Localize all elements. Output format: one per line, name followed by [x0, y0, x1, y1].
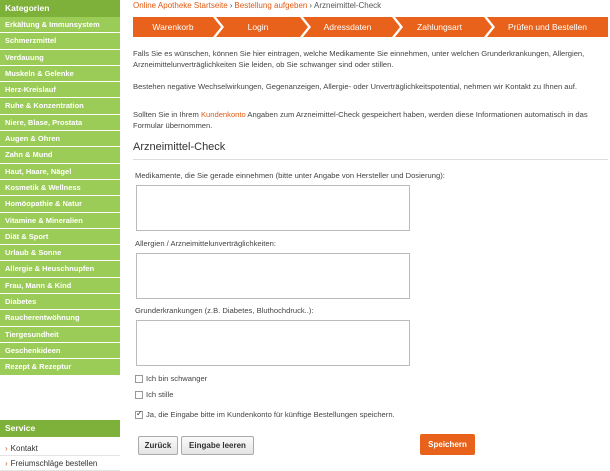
- medication-label: Medikamente, die Sie gerade einnehmen (bitte unter Angabe von Hersteller und Dosierung):: [135, 171, 445, 180]
- section-title: Arzneimittel-Check: [133, 141, 226, 153]
- save-profile-label: Ja, die Eingabe bitte im Kundenkonto für künftige Bestellungen speichern.: [146, 410, 395, 419]
- checkout-steps: [133, 17, 608, 37]
- category-item[interactable]: Allergie & Heuschnupfen: [0, 261, 120, 277]
- nursing-label: Ich stille: [146, 390, 174, 399]
- intro-paragraph-3: [133, 109, 608, 131]
- category-item[interactable]: Ruhe & Konzentration: [0, 98, 120, 114]
- intro-text: Angaben zum Arzneimittel-Check gespeichert haben, werden diese Informationen automatisch in das Formular übernommen.: [133, 110, 588, 130]
- category-item[interactable]: Augen & Ohren: [0, 131, 120, 147]
- service-item-label: Kontakt: [10, 444, 38, 453]
- nursing-option[interactable]: [135, 390, 173, 399]
- clear-form-button[interactable]: Eingabe leeren: [181, 436, 254, 455]
- arrow-right-icon: ›: [5, 459, 8, 468]
- category-item[interactable]: Rezept & Rezeptur: [0, 359, 120, 375]
- intro-paragraph-2: Bestehen negative Wechselwirkungen, Gegenanzeigen, Allergie- oder Unverträglichkeitspotential, nehmen wir Kontakt zu Ihnen auf.: [133, 82, 577, 91]
- category-item[interactable]: Erkältung & Immunsystem: [0, 17, 120, 33]
- pregnant-option[interactable]: [135, 374, 207, 383]
- arrow-right-icon: ›: [5, 444, 8, 453]
- save-profile-option[interactable]: [135, 410, 395, 419]
- category-item[interactable]: Urlaub & Sonne: [0, 245, 120, 261]
- breadcrumb-order-link[interactable]: Bestellung aufgeben: [234, 1, 308, 10]
- category-item[interactable]: Raucherentwöhnung: [0, 310, 120, 326]
- category-item[interactable]: Frau, Mann & Kind: [0, 278, 120, 294]
- category-list: [0, 17, 120, 376]
- breadcrumb-current: Arzneimittel-Check: [314, 1, 382, 10]
- step-pruefen-bestellen[interactable]: Prüfen und Bestellen: [487, 17, 608, 37]
- allergy-label: Allergien / Arzneimittelunverträglichkeiten:: [135, 239, 276, 248]
- breadcrumb: [133, 1, 381, 10]
- category-item[interactable]: Tiergesundheit: [0, 327, 120, 343]
- category-item[interactable]: Herz-Kreislauf: [0, 82, 120, 98]
- medication-textarea[interactable]: [136, 185, 410, 231]
- breadcrumb-separator: ›: [309, 1, 313, 10]
- conditions-label: Grunderkrankungen (z.B. Diabetes, Bluthochdruck..):: [135, 306, 314, 315]
- step-warenkorb[interactable]: Warenkorb: [133, 17, 213, 37]
- back-button[interactable]: Zurück: [138, 436, 178, 455]
- categories-heading: Kategorien: [0, 0, 120, 17]
- allergy-textarea[interactable]: [136, 253, 410, 299]
- step-adressdaten[interactable]: Adressdaten: [303, 17, 392, 37]
- service-item-label: Freiumschläge bestellen: [10, 459, 98, 468]
- breadcrumb-home-link[interactable]: Online Apotheke Startseite: [133, 1, 228, 10]
- step-zahlungsart[interactable]: Zahlungsart: [395, 17, 484, 37]
- conditions-textarea[interactable]: [136, 320, 410, 366]
- save-profile-checkbox[interactable]: [135, 411, 143, 419]
- category-item[interactable]: Diät & Sport: [0, 229, 120, 245]
- intro-text: Sollten Sie in Ihrem: [133, 110, 201, 119]
- category-item[interactable]: Verdauung: [0, 50, 120, 66]
- category-item[interactable]: Zahn & Mund: [0, 147, 120, 163]
- intro-paragraph-1: Falls Sie es wünschen, können Sie hier eintragen, welche Medikamente Sie einnehmen, unter welchen Grunderkrankungen, Allergien, Arzneimittelunverträglichkeiten Sie leiden, ob Sie schwanger sind oder stillen.: [133, 49, 585, 69]
- category-item[interactable]: Haut, Haare, Nägel: [0, 164, 120, 180]
- category-item[interactable]: Kosmetik & Wellness: [0, 180, 120, 196]
- service-item-freiumschlaege[interactable]: [0, 456, 120, 471]
- category-item[interactable]: Niere, Blase, Prostata: [0, 115, 120, 131]
- service-heading: Service: [0, 420, 120, 437]
- pregnant-checkbox[interactable]: [135, 375, 143, 383]
- nursing-checkbox[interactable]: [135, 391, 143, 399]
- category-item[interactable]: Geschenkideen: [0, 343, 120, 359]
- category-item[interactable]: Homöopathie & Natur: [0, 196, 120, 212]
- service-list: [0, 441, 120, 471]
- save-button[interactable]: Speichern: [420, 434, 475, 455]
- category-item[interactable]: Muskeln & Gelenke: [0, 66, 120, 82]
- category-item[interactable]: Schmerzmittel: [0, 33, 120, 49]
- step-login[interactable]: Login: [216, 17, 300, 37]
- category-item[interactable]: Diabetes: [0, 294, 120, 310]
- kundenkonto-link[interactable]: Kundenkonto: [200, 110, 246, 119]
- pregnant-label: Ich bin schwanger: [146, 374, 208, 383]
- divider: [133, 159, 608, 160]
- category-item[interactable]: Vitamine & Mineralien: [0, 213, 120, 229]
- breadcrumb-separator: ›: [229, 1, 233, 10]
- service-item-kontakt[interactable]: [0, 441, 120, 456]
- sidebar: [0, 0, 120, 471]
